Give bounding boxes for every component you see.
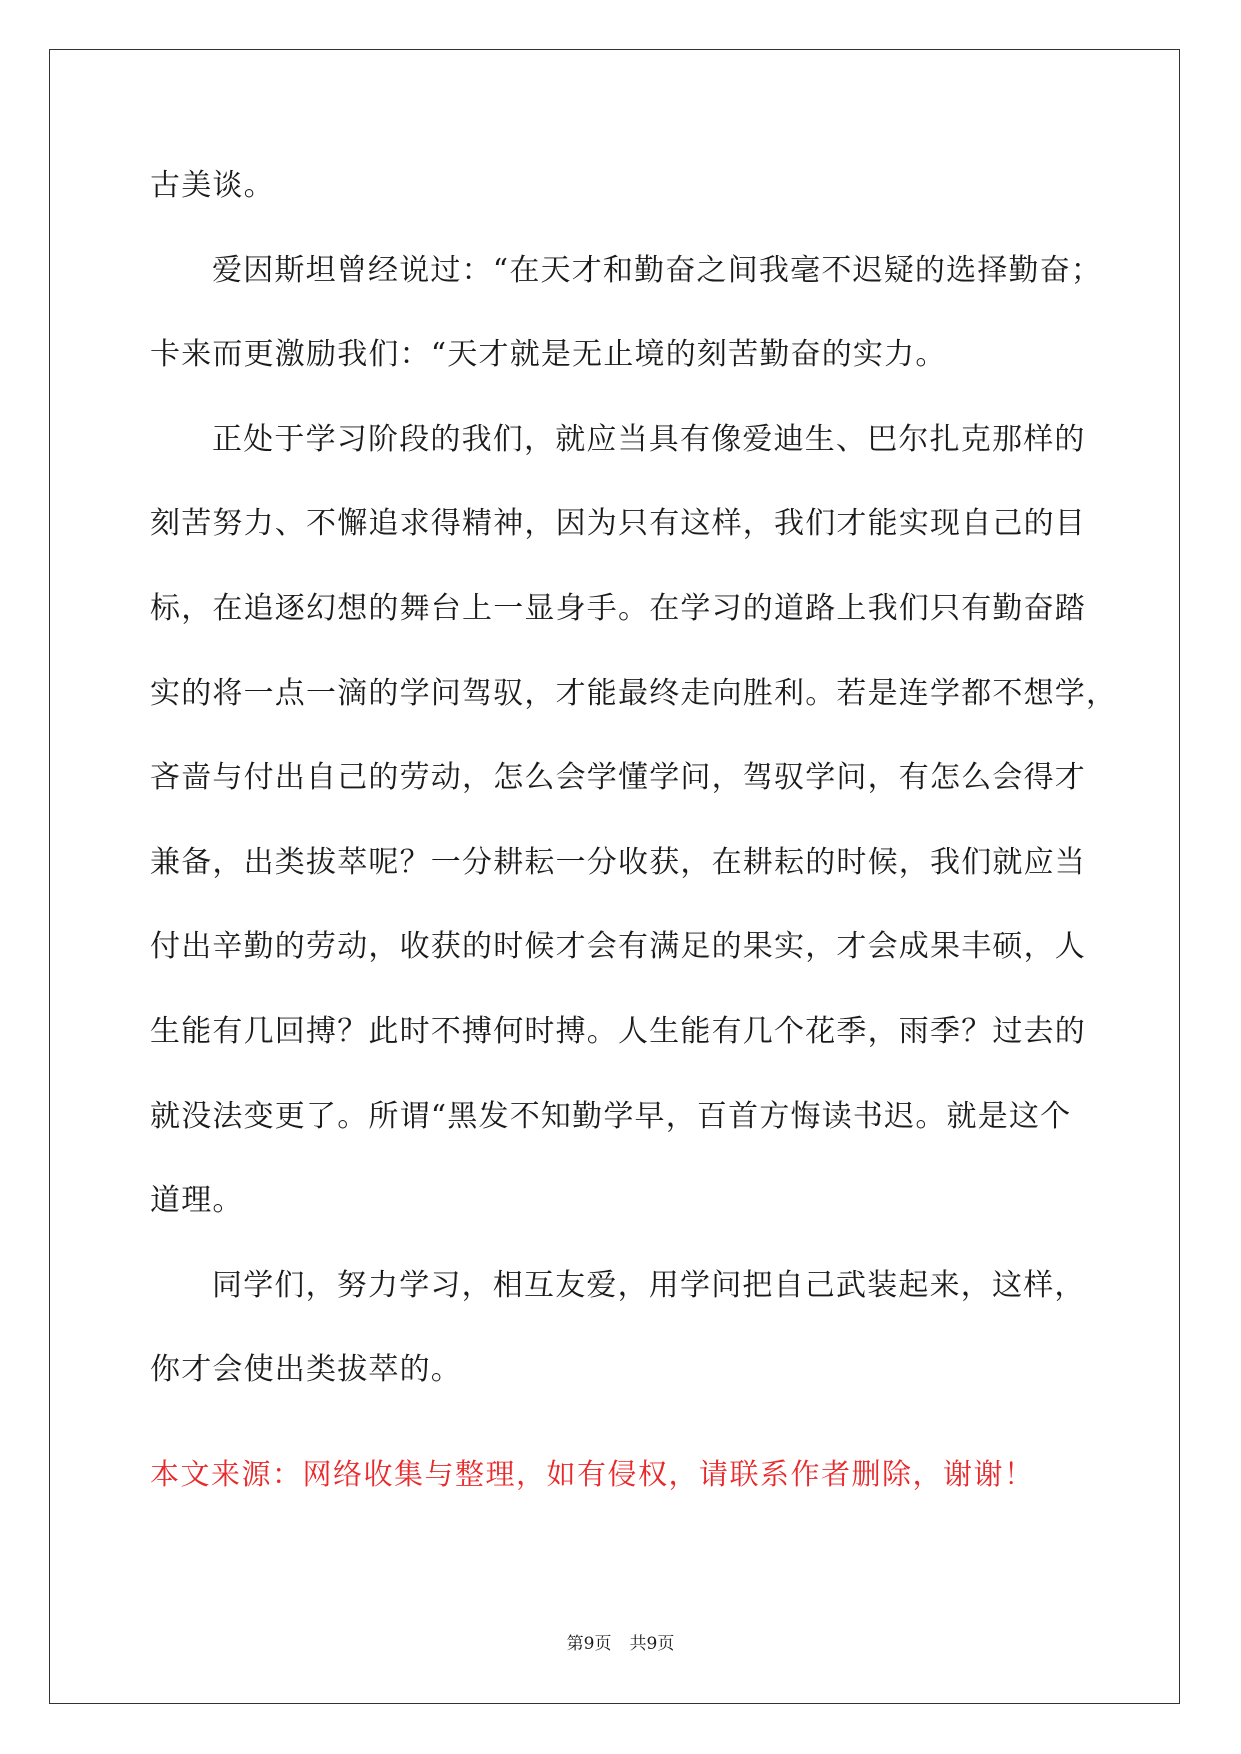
total-pages-label: 共9页	[629, 1634, 675, 1654]
text-line: 就没法变更了。所谓“黑发不知勤学早，百首方悔读书迟。就是这个	[150, 1098, 1072, 1134]
text-line: 生能有几回搏？此时不搏何时搏。人生能有几个花季，雨季？过去的	[150, 1013, 1086, 1049]
text-line: 你才会使出类拔萃的。	[150, 1352, 462, 1388]
current-page-label: 第9页	[566, 1634, 612, 1654]
text-line: 吝啬与付出自己的劳动，怎么会学懂学问，驾驭学问，有怎么会得才	[150, 760, 1086, 796]
document-body	[150, 160, 1118, 1429]
text-line: 兼备，出类拔萃呢？一分耕耘一分收获，在耕耘的时候，我们就应当	[150, 844, 1086, 880]
text-line: 爱因斯坦曾经说过：“在天才和勤奋之间我毫不迟疑的选择勤奋；	[212, 252, 1103, 288]
text-line: 同学们，努力学习，相互友爱，用学问把自己武装起来，这样，	[212, 1267, 1086, 1303]
text-line: 付出辛勤的劳动，收获的时候才会有满足的果实，才会成果丰硕，人	[150, 929, 1086, 965]
text-line: 标，在追逐幻想的舞台上一显身手。在学习的道路上我们只有勤奋踏	[150, 590, 1086, 626]
text-line: 正处于学习阶段的我们，就应当具有像爱迪生、巴尔扎克那样的	[212, 421, 1086, 457]
page-footer	[0, 1629, 1241, 1654]
text-line: 古美谈。	[150, 168, 275, 203]
text-line: 道理。	[150, 1183, 244, 1219]
text-line: 卡来而更激励我们：“天才就是无止境的刻苦勤奋的实力。	[150, 337, 947, 373]
text-line: 刻苦努力、不懈追求得精神，因为只有这样，我们才能实现自己的目	[150, 506, 1086, 542]
text-line: 实的将一点一滴的学问驾驭，才能最终走向胜利。若是连学都不想学，	[150, 675, 1118, 711]
source-note: 本文来源：网络收集与整理，如有侵权，请联系作者删除，谢谢！	[150, 1457, 1035, 1491]
